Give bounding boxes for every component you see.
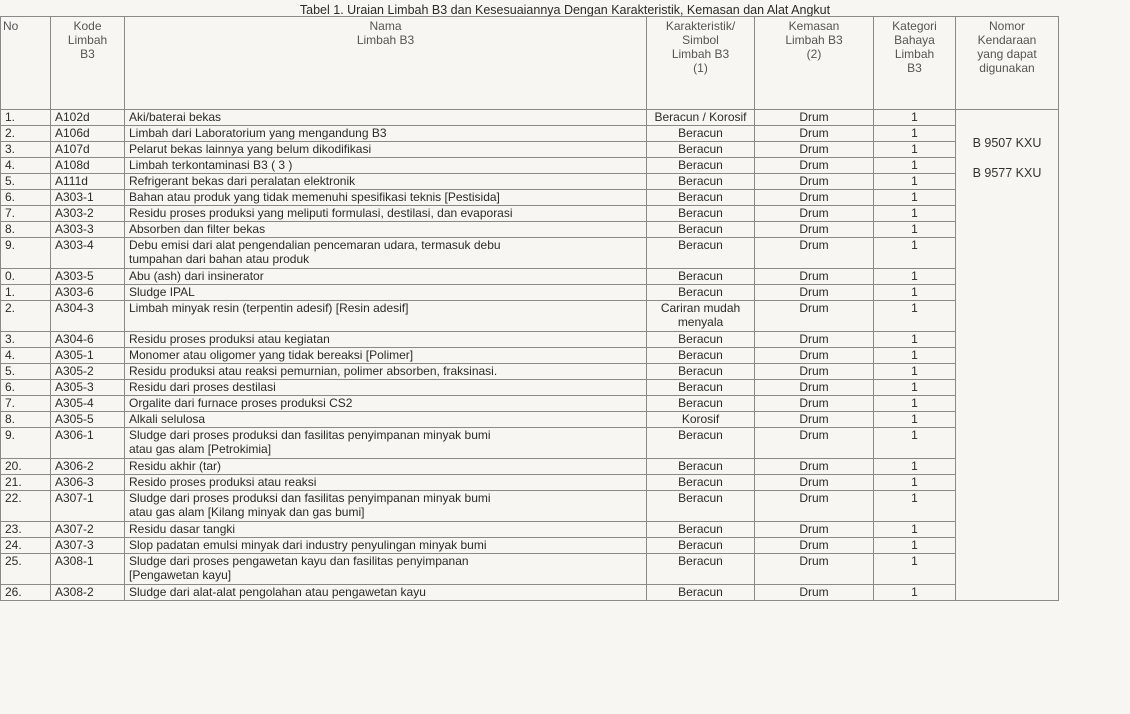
cell-kategori: 1 (874, 158, 956, 174)
table-row (1, 190, 1059, 206)
header-kode: Kode Limbah B3 (51, 17, 125, 110)
cell-kategori: 1 (874, 238, 956, 269)
cell-kode: A111d (51, 174, 125, 190)
cell-karakteristik: Beracun (647, 174, 755, 190)
cell-kategori: 1 (874, 459, 956, 475)
cell-kemasan: Drum (755, 206, 874, 222)
cell-nama: Abu (ash) dari insinerator (125, 269, 647, 285)
cell-nama: Limbah dari Laboratorium yang mengandung B3 (125, 126, 647, 142)
cell-no: 25. (1, 554, 51, 585)
header-nomor-kendaraan: Nomor Kendaraan yang dapat digunakan (956, 17, 1059, 110)
cell-no: 1. (1, 285, 51, 301)
cell-kemasan: Drum (755, 126, 874, 142)
cell-kode: A305-3 (51, 380, 125, 396)
table-row (1, 222, 1059, 238)
cell-kode: A303-3 (51, 222, 125, 238)
cell-karakteristik: Beracun (647, 459, 755, 475)
cell-nama: Residu akhir (tar) (125, 459, 647, 475)
cell-karakteristik: Beracun (647, 380, 755, 396)
cell-kode: A306-1 (51, 428, 125, 459)
header-row (1, 17, 1059, 110)
cell-nama: Sludge dari alat-alat pengolahan atau pengawetan kayu (125, 585, 647, 601)
cell-karakteristik: Beracun (647, 348, 755, 364)
cell-kategori: 1 (874, 364, 956, 380)
table-row (1, 380, 1059, 396)
table-row (1, 585, 1059, 601)
table-row (1, 285, 1059, 301)
cell-no: 20. (1, 459, 51, 475)
table-row (1, 174, 1059, 190)
cell-no: 4. (1, 348, 51, 364)
header-nama: Nama Limbah B3 (125, 17, 647, 110)
table-row (1, 348, 1059, 364)
cell-kemasan: Drum (755, 428, 874, 459)
cell-karakteristik: Beracun (647, 285, 755, 301)
cell-kategori: 1 (874, 380, 956, 396)
cell-no: 1. (1, 110, 51, 126)
table-row (1, 475, 1059, 491)
cell-kategori: 1 (874, 285, 956, 301)
vehicle-plate: B 9507 KXU (972, 136, 1042, 150)
cell-no: 5. (1, 174, 51, 190)
cell-no: 2. (1, 126, 51, 142)
cell-kategori: 1 (874, 522, 956, 538)
cell-no: 6. (1, 190, 51, 206)
cell-kemasan: Drum (755, 396, 874, 412)
cell-kemasan: Drum (755, 380, 874, 396)
cell-kemasan: Drum (755, 222, 874, 238)
table-row (1, 206, 1059, 222)
cell-nama: Orgalite dari furnace proses produksi CS2 (125, 396, 647, 412)
table-row (1, 459, 1059, 475)
cell-kode: A306-3 (51, 475, 125, 491)
cell-kategori: 1 (874, 538, 956, 554)
table-row (1, 158, 1059, 174)
table-row (1, 126, 1059, 142)
cell-no: 6. (1, 380, 51, 396)
cell-nama: Limbah minyak resin (terpentin adesif) [Resin adesif] (125, 301, 647, 332)
cell-kategori: 1 (874, 428, 956, 459)
cell-kode: A303-5 (51, 269, 125, 285)
cell-nama: Sludge dari proses produksi dan fasilitas penyimpanan minyak bumi atau gas alam [Kilang minyak dan gas bumi] (125, 491, 647, 522)
cell-kemasan: Drum (755, 538, 874, 554)
table-row (1, 301, 1059, 332)
cell-nama: Resido proses produksi atau reaksi (125, 475, 647, 491)
cell-kategori: 1 (874, 585, 956, 601)
cell-no: 3. (1, 142, 51, 158)
cell-karakteristik: Beracun (647, 396, 755, 412)
cell-kemasan: Drum (755, 491, 874, 522)
cell-nama: Sludge dari proses pengawetan kayu dan fasilitas penyimpanan [Pengawetan kayu] (125, 554, 647, 585)
cell-kode: A305-2 (51, 364, 125, 380)
cell-no: 4. (1, 158, 51, 174)
cell-no: 24. (1, 538, 51, 554)
cell-no: 22. (1, 491, 51, 522)
cell-no: 21. (1, 475, 51, 491)
cell-nama: Absorben dan filter bekas (125, 222, 647, 238)
cell-kategori: 1 (874, 142, 956, 158)
header-kategori: Kategori Bahaya Limbah B3 (874, 17, 956, 110)
cell-kemasan: Drum (755, 585, 874, 601)
cell-kode: A305-1 (51, 348, 125, 364)
cell-no: 7. (1, 206, 51, 222)
table-row (1, 396, 1059, 412)
cell-kemasan: Drum (755, 522, 874, 538)
cell-kode: A307-2 (51, 522, 125, 538)
cell-kategori: 1 (874, 491, 956, 522)
cell-nama: Limbah terkontaminasi B3 ( 3 ) (125, 158, 647, 174)
header-no: No (1, 17, 51, 110)
cell-nama: Residu proses produksi atau kegiatan (125, 332, 647, 348)
cell-no: 5. (1, 364, 51, 380)
table-row (1, 110, 1059, 126)
cell-no: 8. (1, 412, 51, 428)
cell-no: 3. (1, 332, 51, 348)
header-karakteristik: Karakteristik/ Simbol Limbah B3 (1) (647, 17, 755, 110)
cell-kemasan: Drum (755, 238, 874, 269)
table-row (1, 412, 1059, 428)
cell-nomor-kendaraan (956, 110, 1059, 601)
cell-karakteristik: Beracun (647, 428, 755, 459)
cell-kategori: 1 (874, 110, 956, 126)
cell-kemasan: Drum (755, 554, 874, 585)
cell-kode: A306-2 (51, 459, 125, 475)
cell-karakteristik: Beracun (647, 269, 755, 285)
cell-kemasan: Drum (755, 475, 874, 491)
cell-no: 9. (1, 238, 51, 269)
cell-kemasan: Drum (755, 158, 874, 174)
cell-nama: Debu emisi dari alat pengendalian pencemaran udara, termasuk debu tumpahan dari bahan atau produk (125, 238, 647, 269)
cell-kategori: 1 (874, 174, 956, 190)
cell-nama: Slop padatan emulsi minyak dari industry penyulingan minyak bumi (125, 538, 647, 554)
cell-no: 0. (1, 269, 51, 285)
cell-nama: Residu produksi atau reaksi pemurnian, polimer absorben, fraksinasi. (125, 364, 647, 380)
table-body (1, 110, 1059, 601)
cell-kemasan: Drum (755, 110, 874, 126)
cell-karakteristik: Beracun (647, 158, 755, 174)
cell-kemasan: Drum (755, 348, 874, 364)
cell-no: 9. (1, 428, 51, 459)
cell-kode: A303-6 (51, 285, 125, 301)
cell-no: 8. (1, 222, 51, 238)
waste-table (0, 16, 1059, 601)
cell-kategori: 1 (874, 269, 956, 285)
cell-no: 7. (1, 396, 51, 412)
cell-kategori: 1 (874, 475, 956, 491)
table-row (1, 142, 1059, 158)
cell-kategori: 1 (874, 348, 956, 364)
cell-kode: A308-1 (51, 554, 125, 585)
cell-nama: Residu proses produksi yang meliputi formulasi, destilasi, dan evaporasi (125, 206, 647, 222)
header-kemasan: Kemasan Limbah B3 (2) (755, 17, 874, 110)
table-caption: Tabel 1. Uraian Limbah B3 dan Kesesuaiannya Dengan Karakteristik, Kemasan dan Alat Angkut (299, 3, 831, 17)
cell-kode: A102d (51, 110, 125, 126)
cell-kemasan: Drum (755, 412, 874, 428)
table-row (1, 428, 1059, 459)
cell-no: 2. (1, 301, 51, 332)
cell-kode: A107d (51, 142, 125, 158)
cell-kategori: 1 (874, 206, 956, 222)
cell-karakteristik: Beracun (647, 206, 755, 222)
cell-kode: A305-5 (51, 412, 125, 428)
cell-karakteristik: Beracun (647, 554, 755, 585)
cell-karakteristik: Korosif (647, 412, 755, 428)
table-row (1, 269, 1059, 285)
table-row (1, 364, 1059, 380)
table-row (1, 522, 1059, 538)
table-row (1, 491, 1059, 522)
cell-kemasan: Drum (755, 459, 874, 475)
cell-nama: Aki/baterai bekas (125, 110, 647, 126)
cell-kategori: 1 (874, 222, 956, 238)
cell-karakteristik: Beracun (647, 332, 755, 348)
cell-karakteristik: Beracun (647, 522, 755, 538)
cell-nama: Refrigerant bekas dari peralatan elektronik (125, 174, 647, 190)
cell-kode: A304-6 (51, 332, 125, 348)
cell-kategori: 1 (874, 190, 956, 206)
cell-kemasan: Drum (755, 285, 874, 301)
cell-no: 26. (1, 585, 51, 601)
cell-kode: A303-2 (51, 206, 125, 222)
cell-kategori: 1 (874, 332, 956, 348)
cell-nama: Sludge dari proses produksi dan fasilitas penyimpanan minyak bumi atau gas alam [Petrokimia] (125, 428, 647, 459)
cell-kode: A305-4 (51, 396, 125, 412)
cell-kode: A106d (51, 126, 125, 142)
cell-kemasan: Drum (755, 142, 874, 158)
cell-karakteristik: Beracun (647, 190, 755, 206)
cell-kemasan: Drum (755, 174, 874, 190)
cell-karakteristik: Beracun / Korosif (647, 110, 755, 126)
cell-nama: Sludge IPAL (125, 285, 647, 301)
cell-nama: Residu dari proses destilasi (125, 380, 647, 396)
cell-no: 23. (1, 522, 51, 538)
cell-karakteristik: Beracun (647, 475, 755, 491)
cell-karakteristik: Cariran mudah menyala (647, 301, 755, 332)
cell-karakteristik: Beracun (647, 142, 755, 158)
cell-kategori: 1 (874, 301, 956, 332)
cell-kode: A303-1 (51, 190, 125, 206)
table-row (1, 554, 1059, 585)
cell-kode: A307-3 (51, 538, 125, 554)
vehicle-plate: B 9577 KXU (972, 166, 1042, 180)
cell-nama: Bahan atau produk yang tidak memenuhi spesifikasi teknis [Pestisida] (125, 190, 647, 206)
cell-kategori: 1 (874, 126, 956, 142)
cell-kode: A108d (51, 158, 125, 174)
cell-karakteristik: Beracun (647, 238, 755, 269)
cell-kode: A304-3 (51, 301, 125, 332)
cell-kode: A303-4 (51, 238, 125, 269)
cell-karakteristik: Beracun (647, 585, 755, 601)
cell-kemasan: Drum (755, 364, 874, 380)
cell-kemasan: Drum (755, 269, 874, 285)
cell-kemasan: Drum (755, 190, 874, 206)
cell-kategori: 1 (874, 412, 956, 428)
cell-karakteristik: Beracun (647, 126, 755, 142)
table-row (1, 238, 1059, 269)
cell-kategori: 1 (874, 396, 956, 412)
table-row (1, 332, 1059, 348)
cell-nama: Monomer atau oligomer yang tidak bereaksi [Polimer] (125, 348, 647, 364)
cell-karakteristik: Beracun (647, 538, 755, 554)
cell-kode: A308-2 (51, 585, 125, 601)
cell-nama: Alkali selulosa (125, 412, 647, 428)
cell-karakteristik: Beracun (647, 491, 755, 522)
cell-kategori: 1 (874, 554, 956, 585)
cell-nama: Pelarut bekas lainnya yang belum dikodifikasi (125, 142, 647, 158)
cell-kode: A307-1 (51, 491, 125, 522)
cell-kemasan: Drum (755, 301, 874, 332)
cell-karakteristik: Beracun (647, 364, 755, 380)
cell-kemasan: Drum (755, 332, 874, 348)
table-row (1, 538, 1059, 554)
cell-nama: Residu dasar tangki (125, 522, 647, 538)
cell-karakteristik: Beracun (647, 222, 755, 238)
